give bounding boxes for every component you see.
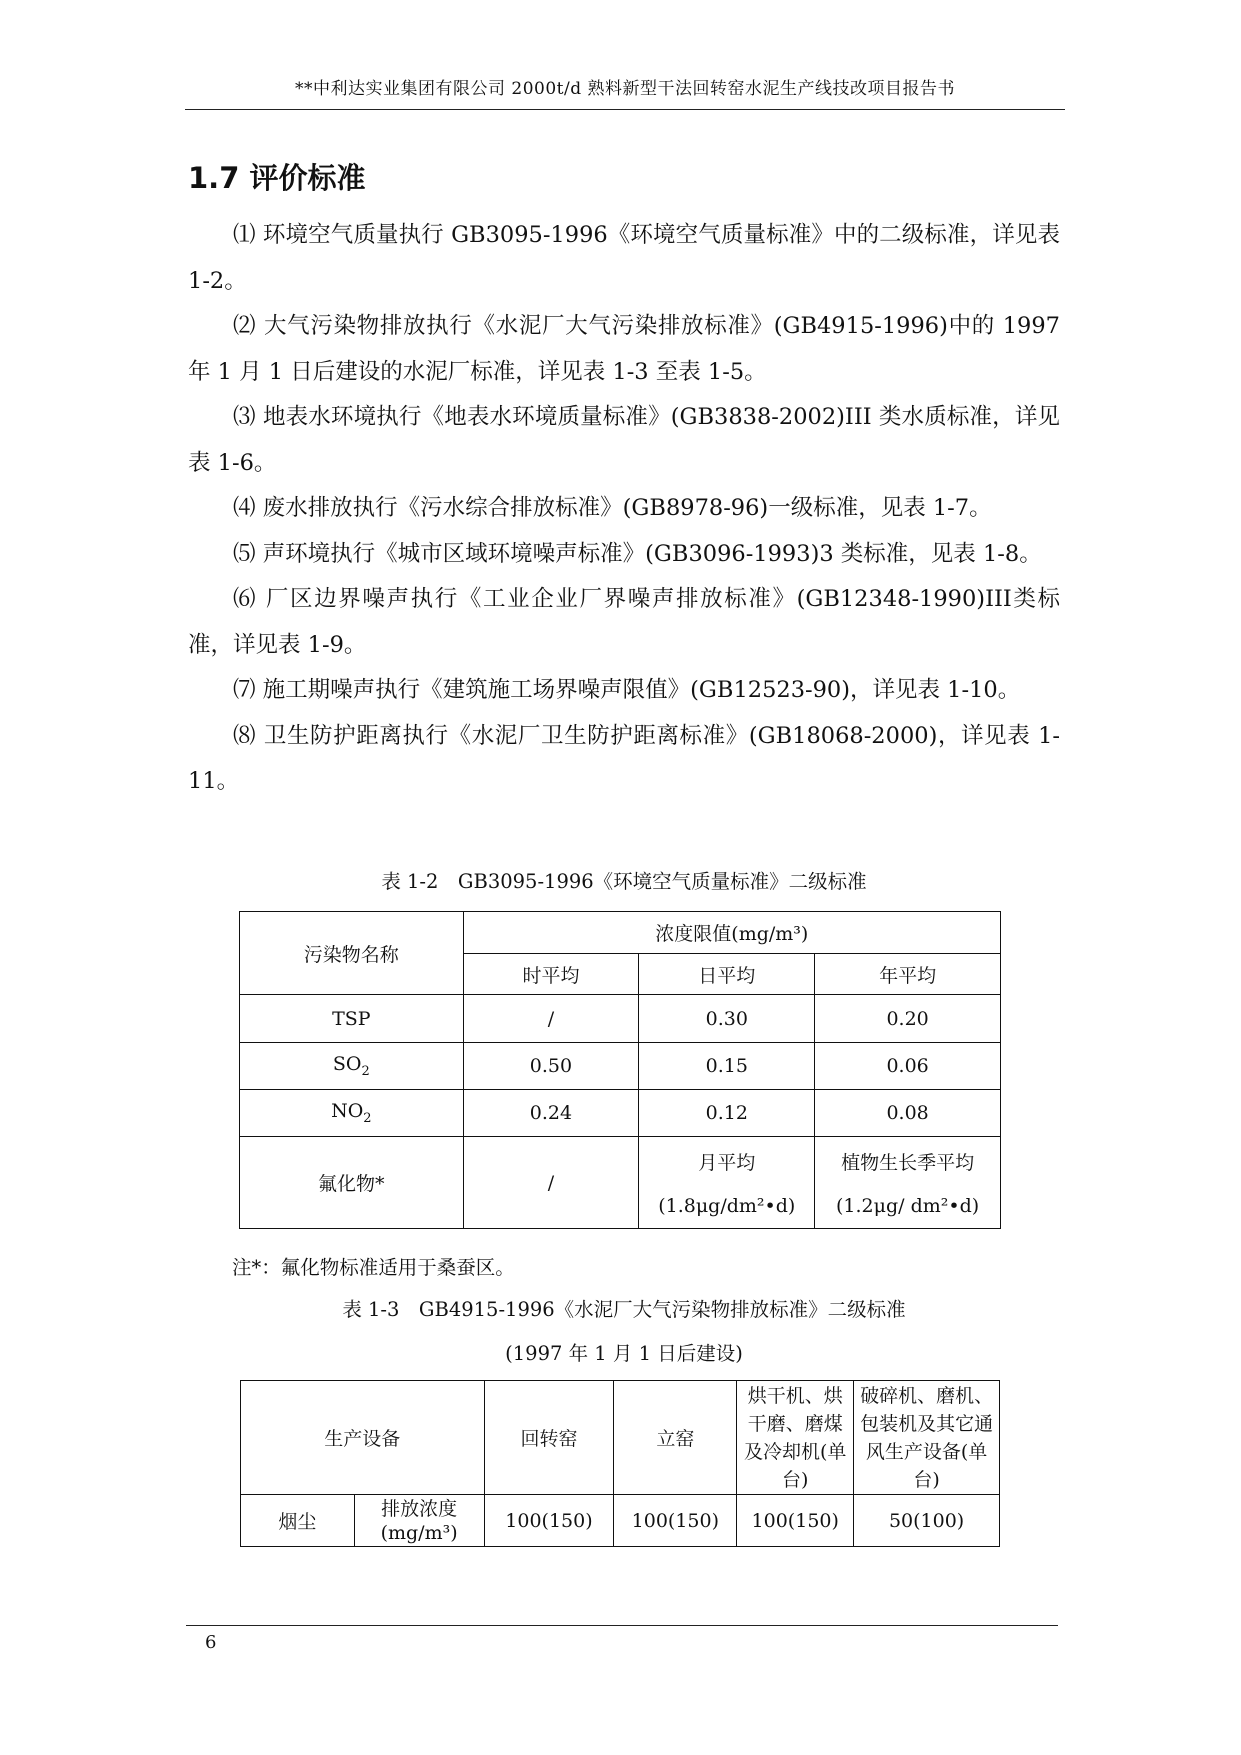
hourly-value: 0.24 [463, 1090, 639, 1137]
header-dryer-mill-cooler: 烘干机、烘干磨、磨煤及冷却机(单台) [737, 1381, 854, 1495]
daily-value: 0.12 [639, 1090, 815, 1137]
daily-value: 0.30 [639, 995, 815, 1043]
table-row [240, 1090, 1001, 1137]
header-crusher-packer: 破碎机、磨机、包装机及其它通风生产设备(单台) [854, 1381, 1000, 1495]
pollutant-name: $NO_2$ [240, 1090, 464, 1137]
header-shaft-kiln: 立窑 [614, 1381, 737, 1495]
table-row [241, 1495, 1000, 1547]
table-row [240, 1137, 1001, 1229]
paragraph-7: ⑺ 施工期噪声执行《建筑施工场界噪声限值》(GB12523-90)，详见表 1-10。 [233, 677, 1021, 703]
row-dust: 烟尘 [241, 1495, 355, 1547]
dryer-value: 100(150) [737, 1495, 854, 1547]
header-pollutant: 污染物名称 [240, 912, 464, 995]
monthly-average-cell [639, 1137, 815, 1229]
monthly-average-value: (1.8μg/dm²•d) [658, 1194, 796, 1217]
daily-value: 0.15 [639, 1043, 815, 1090]
table-row [240, 1043, 1001, 1090]
footer-rule [186, 1625, 1058, 1626]
table-1-2 [239, 911, 1001, 1229]
header-rule [185, 109, 1065, 110]
table-1-3-subcaption: (1997 年 1 月 1 日后建设) [505, 1342, 743, 1365]
paragraph-1: ⑴ 环境空气质量执行 GB3095-1996《环境空气质量标准》中的二级标准，详见表 1-2。 [188, 222, 1060, 294]
annual-value: 0.20 [815, 995, 1001, 1043]
pollutant-name: TSP [240, 995, 464, 1043]
paragraph-5: ⑸ 声环境执行《城市区域环境噪声标准》(GB3096-1993)3 类标准，见表 1-8。 [233, 540, 1042, 567]
table-1-3 [240, 1380, 1000, 1547]
paragraph-3: ⑶ 地表水环境执行《地表水环境质量标准》(GB3838-2002)III 类水质标准，详见表 1-6。 [188, 404, 1060, 476]
header-production-equipment: 生产设备 [241, 1381, 485, 1495]
table-row [240, 995, 1001, 1043]
hourly-value: 0.50 [463, 1043, 639, 1090]
hourly-value: / [463, 1137, 639, 1229]
pollutant-name: 氟化物* [240, 1137, 464, 1229]
annual-value: 0.08 [815, 1090, 1001, 1137]
header-daily-average: 日平均 [639, 954, 815, 995]
growing-season-average-value: (1.2μg/ dm²•d) [836, 1194, 980, 1217]
header-concentration-limit: 浓度限值(mg/m³) [463, 912, 1000, 954]
table-note: 注*：氟化物标准适用于桑蚕区。 [232, 1256, 515, 1279]
section-title: 1.7 评价标准 [188, 161, 366, 195]
paragraph-8: ⑻ 卫生防护距离执行《水泥厂卫生防护距离标准》(GB18068-2000)，详见表 1-11。 [188, 722, 1060, 794]
growing-season-average-label: 植物生长季平均 [841, 1151, 975, 1174]
paragraph-6: ⑹ 厂区边界噪声执行《工业企业厂界噪声排放标准》(GB12348-1990)III类标准，详见表 1-9。 [188, 586, 1060, 658]
monthly-average-label: 月平均 [698, 1151, 756, 1174]
pollutant-name: $SO_2$ [240, 1043, 464, 1090]
growing-season-average-cell [815, 1137, 1001, 1229]
page-header: **中利达实业集团有限公司 2000t/d 熟料新型干法回转窑水泥生产线技改项目报告书 [294, 79, 955, 99]
rotary-kiln-value: 100(150) [484, 1495, 614, 1547]
row-emission-concentration: 排放浓度(mg/m³) [354, 1495, 484, 1547]
header-annual-average: 年平均 [815, 954, 1001, 995]
body-text [188, 213, 1060, 805]
hourly-value: / [463, 995, 639, 1043]
table-1-2-caption: 表 1-2 GB3095-1996《环境空气质量标准》二级标准 [381, 870, 867, 893]
annual-value: 0.06 [815, 1043, 1001, 1090]
paragraph-4: ⑷ 废水排放执行《污水综合排放标准》(GB8978-96)一级标准，见表 1-7。 [233, 495, 992, 521]
header-rotary-kiln: 回转窑 [484, 1381, 614, 1495]
table-1-3-caption: 表 1-3 GB4915-1996《水泥厂大气污染物排放标准》二级标准 [342, 1298, 906, 1321]
page-number: 6 [205, 1632, 217, 1653]
crusher-value: 50(100) [854, 1495, 1000, 1547]
header-hourly-average: 时平均 [463, 954, 639, 995]
paragraph-2: ⑵ 大气污染物排放执行《水泥厂大气污染排放标准》(GB4915-1996)中的 1997 年 1 月 1 日后建设的水泥厂标准，详见表 1-3 至表 1-5。 [188, 313, 1060, 385]
shaft-kiln-value: 100(150) [614, 1495, 737, 1547]
